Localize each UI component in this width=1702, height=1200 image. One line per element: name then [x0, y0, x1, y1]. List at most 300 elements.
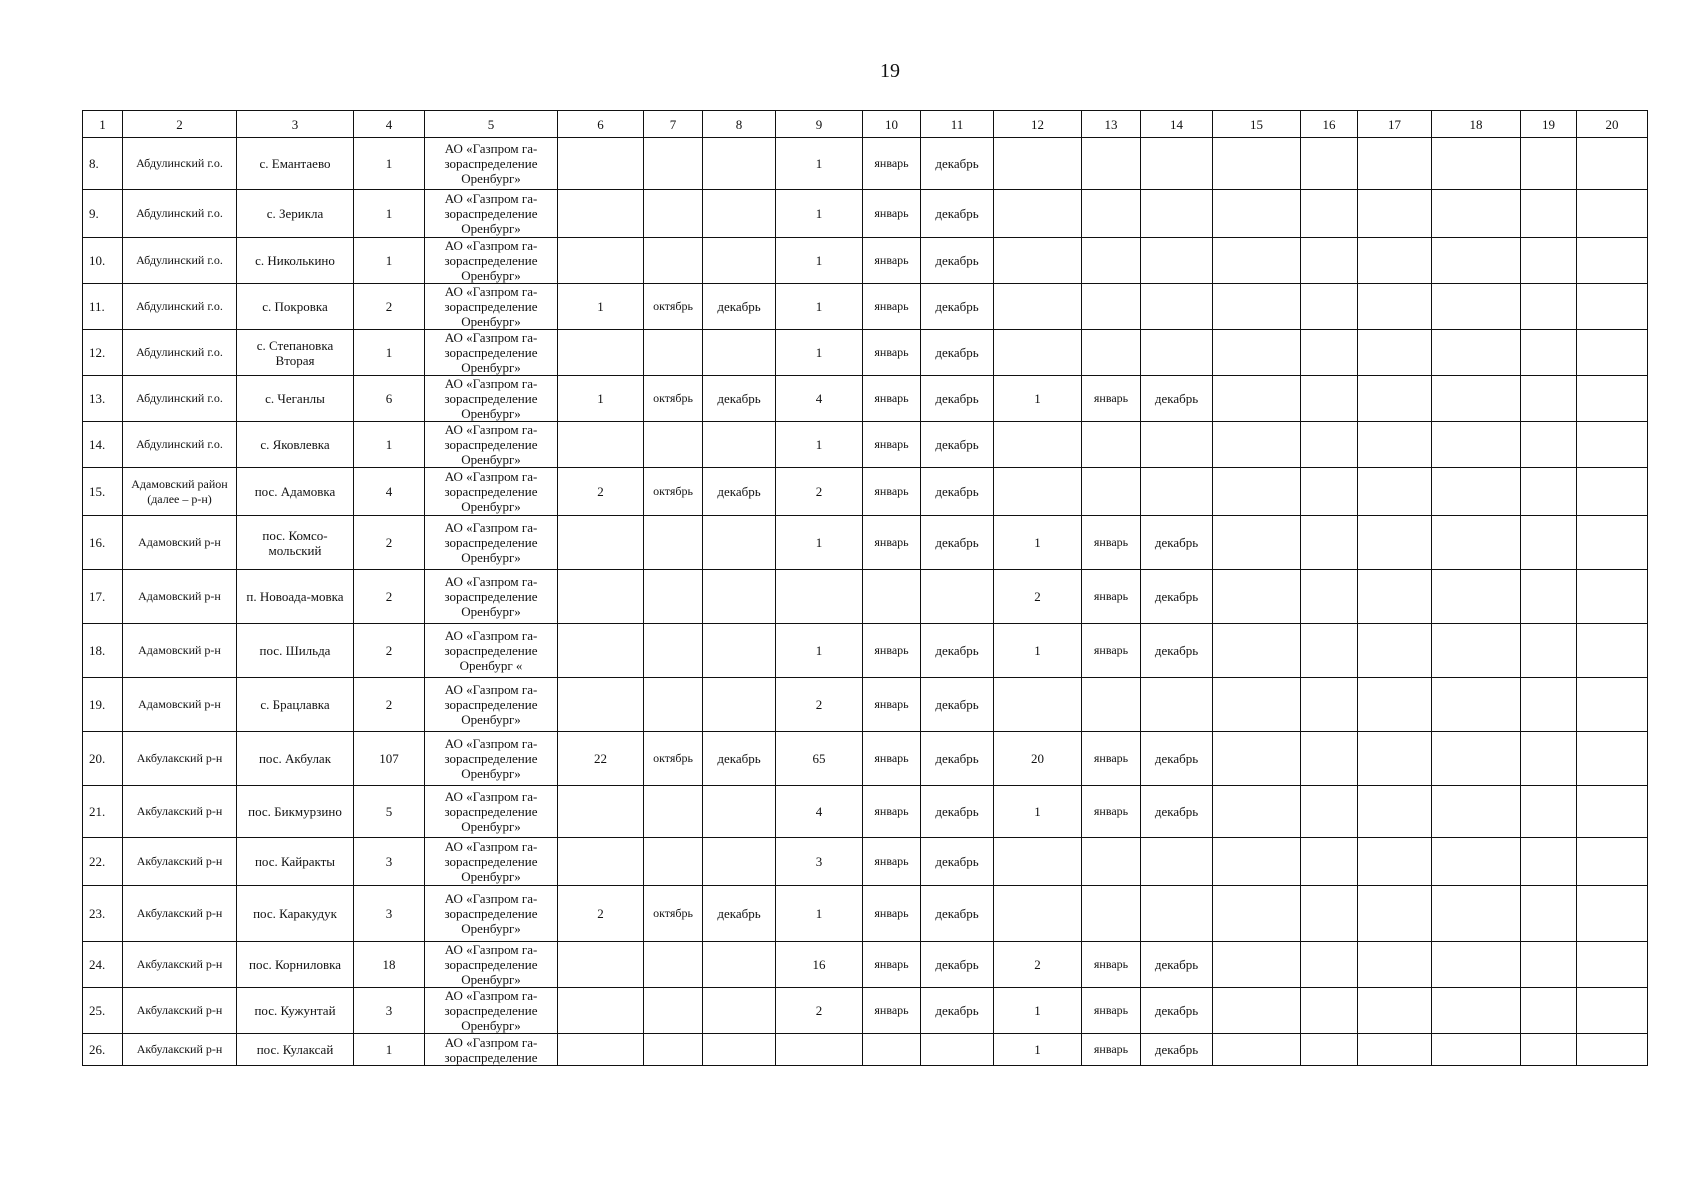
- empty-cell: [1577, 376, 1648, 422]
- empty-cell: [1521, 886, 1577, 942]
- settlement-cell: пос. Кужунтай: [237, 988, 354, 1034]
- organization-cell: АО «Газпром га-зораспределение Оренбург»: [425, 138, 558, 190]
- col8-cell: [703, 624, 776, 678]
- settlement-cell: с. Емантаево: [237, 138, 354, 190]
- empty-cell: [1358, 732, 1432, 786]
- column-header: 5: [425, 111, 558, 138]
- empty-cell: [1301, 624, 1358, 678]
- column-header: 1: [83, 111, 123, 138]
- col13-cell: [1082, 138, 1141, 190]
- table-row: [83, 284, 1648, 330]
- col11-cell: декабрь: [921, 678, 994, 732]
- col10-cell: январь: [863, 988, 921, 1034]
- empty-cell: [1521, 732, 1577, 786]
- district-cell: Акбулакский р-н: [123, 988, 237, 1034]
- table-row: [83, 838, 1648, 886]
- col10-cell: январь: [863, 678, 921, 732]
- col11-cell: декабрь: [921, 786, 994, 838]
- organization-cell: АО «Газпром га-зораспределение Оренбург»: [425, 886, 558, 942]
- row-number: 22.: [83, 838, 123, 886]
- col11-cell: декабрь: [921, 138, 994, 190]
- empty-cell: [1301, 838, 1358, 886]
- column-header: 20: [1577, 111, 1648, 138]
- organization-cell: АО «Газпром га-зораспределение Оренбург «: [425, 624, 558, 678]
- empty-cell: [1432, 732, 1521, 786]
- settlement-cell: с. Чеганлы: [237, 376, 354, 422]
- table-row: [83, 624, 1648, 678]
- col12-cell: 1: [994, 1034, 1082, 1066]
- col10-cell: январь: [863, 732, 921, 786]
- col7-cell: [644, 570, 703, 624]
- table-row: [83, 942, 1648, 988]
- empty-cell: [1301, 678, 1358, 732]
- col10-cell: январь: [863, 422, 921, 468]
- organization-cell: АО «Газпром га-зораспределение Оренбург»: [425, 732, 558, 786]
- table-body: [83, 138, 1648, 1066]
- column-header: 2: [123, 111, 237, 138]
- organization-cell: АО «Газпром га-зораспределение Оренбург»: [425, 570, 558, 624]
- organization-cell: АО «Газпром га-зораспределение Оренбург»: [425, 422, 558, 468]
- empty-cell: [1521, 238, 1577, 284]
- col10-cell: январь: [863, 942, 921, 988]
- col14-cell: [1141, 138, 1213, 190]
- column-header: 12: [994, 111, 1082, 138]
- empty-cell: [1432, 516, 1521, 570]
- data-table: [82, 110, 1648, 1066]
- col6-cell: 22: [558, 732, 644, 786]
- col6-cell: [558, 138, 644, 190]
- col12-cell: [994, 678, 1082, 732]
- total-cell: 3: [354, 988, 425, 1034]
- col6-cell: [558, 786, 644, 838]
- empty-cell: [1432, 468, 1521, 516]
- empty-cell: [1213, 988, 1301, 1034]
- empty-cell: [1521, 678, 1577, 732]
- empty-cell: [1213, 422, 1301, 468]
- col13-cell: [1082, 886, 1141, 942]
- empty-cell: [1358, 190, 1432, 238]
- table-row: [83, 786, 1648, 838]
- district-cell: Абдулинский г.о.: [123, 138, 237, 190]
- empty-cell: [1521, 942, 1577, 988]
- col8-cell: [703, 516, 776, 570]
- col7-cell: [644, 838, 703, 886]
- empty-cell: [1521, 284, 1577, 330]
- empty-cell: [1301, 1034, 1358, 1066]
- col13-cell: [1082, 238, 1141, 284]
- empty-cell: [1301, 886, 1358, 942]
- organization-cell: АО «Газпром га-зораспределение Оренбург»: [425, 190, 558, 238]
- col7-cell: [644, 238, 703, 284]
- col9-cell: 65: [776, 732, 863, 786]
- col7-cell: [644, 138, 703, 190]
- col11-cell: декабрь: [921, 988, 994, 1034]
- col7-cell: октябрь: [644, 732, 703, 786]
- col12-cell: 1: [994, 624, 1082, 678]
- col9-cell: 16: [776, 942, 863, 988]
- col6-cell: 2: [558, 468, 644, 516]
- col7-cell: [644, 516, 703, 570]
- empty-cell: [1301, 284, 1358, 330]
- row-number: 14.: [83, 422, 123, 468]
- organization-cell: АО «Газпром га-зораспределение Оренбург»: [425, 786, 558, 838]
- organization-cell: АО «Газпром га-зораспределение Оренбург»: [425, 838, 558, 886]
- col7-cell: [644, 1034, 703, 1066]
- table-row: [83, 988, 1648, 1034]
- district-cell: Акбулакский р-н: [123, 1034, 237, 1066]
- empty-cell: [1521, 570, 1577, 624]
- column-header: 10: [863, 111, 921, 138]
- total-cell: 18: [354, 942, 425, 988]
- organization-cell: АО «Газпром га-зораспределение Оренбург»: [425, 516, 558, 570]
- col10-cell: январь: [863, 516, 921, 570]
- total-cell: 3: [354, 886, 425, 942]
- col12-cell: 2: [994, 942, 1082, 988]
- col7-cell: октябрь: [644, 284, 703, 330]
- col10-cell: январь: [863, 238, 921, 284]
- empty-cell: [1301, 138, 1358, 190]
- column-header: 18: [1432, 111, 1521, 138]
- col6-cell: [558, 838, 644, 886]
- col7-cell: [644, 330, 703, 376]
- row-number: 25.: [83, 988, 123, 1034]
- empty-cell: [1301, 516, 1358, 570]
- district-cell: Абдулинский г.о.: [123, 190, 237, 238]
- col10-cell: январь: [863, 190, 921, 238]
- col9-cell: 4: [776, 786, 863, 838]
- col9-cell: 1: [776, 190, 863, 238]
- empty-cell: [1432, 786, 1521, 838]
- district-cell: Абдулинский г.о.: [123, 422, 237, 468]
- empty-cell: [1521, 1034, 1577, 1066]
- empty-cell: [1358, 138, 1432, 190]
- settlement-cell: пос. Каракудук: [237, 886, 354, 942]
- col13-cell: [1082, 330, 1141, 376]
- col14-cell: [1141, 190, 1213, 238]
- table-row: [83, 570, 1648, 624]
- table-row: [83, 1034, 1648, 1066]
- col7-cell: [644, 988, 703, 1034]
- empty-cell: [1432, 330, 1521, 376]
- empty-cell: [1358, 422, 1432, 468]
- row-number: 8.: [83, 138, 123, 190]
- col6-cell: [558, 422, 644, 468]
- col8-cell: [703, 678, 776, 732]
- row-number: 9.: [83, 190, 123, 238]
- settlement-cell: пос. Комсо-мольский: [237, 516, 354, 570]
- col14-cell: декабрь: [1141, 1034, 1213, 1066]
- empty-cell: [1213, 330, 1301, 376]
- col9-cell: 1: [776, 624, 863, 678]
- empty-cell: [1521, 190, 1577, 238]
- row-number: 18.: [83, 624, 123, 678]
- empty-cell: [1577, 1034, 1648, 1066]
- total-cell: 2: [354, 624, 425, 678]
- total-cell: 1: [354, 138, 425, 190]
- col6-cell: [558, 190, 644, 238]
- column-header: 3: [237, 111, 354, 138]
- col12-cell: 20: [994, 732, 1082, 786]
- col11-cell: декабрь: [921, 468, 994, 516]
- district-cell: Акбулакский р-н: [123, 732, 237, 786]
- column-header: 11: [921, 111, 994, 138]
- column-header: 17: [1358, 111, 1432, 138]
- total-cell: 107: [354, 732, 425, 786]
- empty-cell: [1301, 988, 1358, 1034]
- row-number: 11.: [83, 284, 123, 330]
- col7-cell: [644, 190, 703, 238]
- col13-cell: январь: [1082, 624, 1141, 678]
- district-cell: Адамовский р-н: [123, 516, 237, 570]
- table-row: [83, 678, 1648, 732]
- empty-cell: [1432, 138, 1521, 190]
- col10-cell: январь: [863, 886, 921, 942]
- col8-cell: [703, 238, 776, 284]
- row-number: 17.: [83, 570, 123, 624]
- col11-cell: декабрь: [921, 190, 994, 238]
- table-row: [83, 886, 1648, 942]
- col12-cell: 1: [994, 376, 1082, 422]
- col9-cell: 1: [776, 330, 863, 376]
- col12-cell: [994, 238, 1082, 284]
- empty-cell: [1521, 138, 1577, 190]
- district-cell: Абдулинский г.о.: [123, 238, 237, 284]
- col13-cell: январь: [1082, 988, 1141, 1034]
- empty-cell: [1301, 238, 1358, 284]
- col11-cell: декабрь: [921, 376, 994, 422]
- settlement-cell: п. Новоада-мовка: [237, 570, 354, 624]
- col8-cell: [703, 330, 776, 376]
- empty-cell: [1432, 284, 1521, 330]
- district-cell: Абдулинский г.о.: [123, 376, 237, 422]
- empty-cell: [1577, 678, 1648, 732]
- col11-cell: декабрь: [921, 838, 994, 886]
- col14-cell: [1141, 678, 1213, 732]
- col8-cell: декабрь: [703, 376, 776, 422]
- col11-cell: декабрь: [921, 624, 994, 678]
- empty-cell: [1521, 422, 1577, 468]
- col12-cell: [994, 330, 1082, 376]
- organization-cell: АО «Газпром га-зораспределение Оренбург»: [425, 468, 558, 516]
- column-header: 13: [1082, 111, 1141, 138]
- column-header: 19: [1521, 111, 1577, 138]
- district-cell: Акбулакский р-н: [123, 942, 237, 988]
- empty-cell: [1432, 988, 1521, 1034]
- table-row: [83, 330, 1648, 376]
- col13-cell: [1082, 838, 1141, 886]
- district-cell: Акбулакский р-н: [123, 786, 237, 838]
- col9-cell: 2: [776, 468, 863, 516]
- total-cell: 2: [354, 516, 425, 570]
- page-number: 19: [880, 60, 900, 82]
- col6-cell: [558, 624, 644, 678]
- col14-cell: декабрь: [1141, 570, 1213, 624]
- district-cell: Адамовский р-н: [123, 624, 237, 678]
- col13-cell: январь: [1082, 1034, 1141, 1066]
- settlement-cell: пос. Акбулак: [237, 732, 354, 786]
- table-row: [83, 732, 1648, 786]
- district-cell: Адамовский р-н: [123, 570, 237, 624]
- empty-cell: [1577, 988, 1648, 1034]
- row-number: 12.: [83, 330, 123, 376]
- settlement-cell: с. Брацлавка: [237, 678, 354, 732]
- col6-cell: [558, 330, 644, 376]
- row-number: 24.: [83, 942, 123, 988]
- empty-cell: [1432, 838, 1521, 886]
- col13-cell: [1082, 678, 1141, 732]
- col14-cell: [1141, 284, 1213, 330]
- empty-cell: [1577, 570, 1648, 624]
- col9-cell: 1: [776, 238, 863, 284]
- row-number: 20.: [83, 732, 123, 786]
- col13-cell: [1082, 468, 1141, 516]
- col10-cell: [863, 1034, 921, 1066]
- col9-cell: 1: [776, 284, 863, 330]
- row-number: 10.: [83, 238, 123, 284]
- col12-cell: [994, 138, 1082, 190]
- row-number: 26.: [83, 1034, 123, 1066]
- empty-cell: [1577, 468, 1648, 516]
- col8-cell: [703, 570, 776, 624]
- col10-cell: [863, 570, 921, 624]
- table-row: [83, 238, 1648, 284]
- col12-cell: [994, 422, 1082, 468]
- row-number: 21.: [83, 786, 123, 838]
- col14-cell: декабрь: [1141, 732, 1213, 786]
- empty-cell: [1301, 330, 1358, 376]
- settlement-cell: пос. Кайракты: [237, 838, 354, 886]
- empty-cell: [1577, 422, 1648, 468]
- empty-cell: [1213, 284, 1301, 330]
- col12-cell: 1: [994, 988, 1082, 1034]
- column-header: 8: [703, 111, 776, 138]
- empty-cell: [1301, 732, 1358, 786]
- total-cell: 1: [354, 330, 425, 376]
- row-number: 23.: [83, 886, 123, 942]
- col8-cell: декабрь: [703, 732, 776, 786]
- empty-cell: [1432, 624, 1521, 678]
- table-row: [83, 422, 1648, 468]
- empty-cell: [1358, 678, 1432, 732]
- empty-cell: [1577, 732, 1648, 786]
- empty-cell: [1213, 468, 1301, 516]
- total-cell: 2: [354, 284, 425, 330]
- empty-cell: [1521, 786, 1577, 838]
- empty-cell: [1358, 786, 1432, 838]
- header-row: [83, 111, 1648, 138]
- col11-cell: декабрь: [921, 732, 994, 786]
- col6-cell: [558, 238, 644, 284]
- total-cell: 1: [354, 190, 425, 238]
- empty-cell: [1432, 1034, 1521, 1066]
- empty-cell: [1577, 138, 1648, 190]
- col13-cell: январь: [1082, 570, 1141, 624]
- empty-cell: [1213, 942, 1301, 988]
- col14-cell: декабрь: [1141, 376, 1213, 422]
- empty-cell: [1577, 190, 1648, 238]
- col10-cell: январь: [863, 838, 921, 886]
- settlement-cell: пос. Кулаксай: [237, 1034, 354, 1066]
- organization-cell: АО «Газпром га-зораспределение Оренбург»: [425, 376, 558, 422]
- column-header: 15: [1213, 111, 1301, 138]
- col8-cell: [703, 942, 776, 988]
- organization-cell: АО «Газпром га-зораспределение Оренбург»: [425, 678, 558, 732]
- col7-cell: [644, 942, 703, 988]
- col12-cell: [994, 190, 1082, 238]
- col6-cell: 2: [558, 886, 644, 942]
- settlement-cell: пос. Бикмурзино: [237, 786, 354, 838]
- column-header: 9: [776, 111, 863, 138]
- col7-cell: октябрь: [644, 886, 703, 942]
- col6-cell: [558, 570, 644, 624]
- col8-cell: [703, 1034, 776, 1066]
- settlement-cell: с. Николькино: [237, 238, 354, 284]
- empty-cell: [1521, 624, 1577, 678]
- empty-cell: [1432, 886, 1521, 942]
- column-header: 16: [1301, 111, 1358, 138]
- organization-cell: АО «Газпром га-зораспределение Оренбург»: [425, 330, 558, 376]
- col7-cell: [644, 624, 703, 678]
- col14-cell: [1141, 468, 1213, 516]
- col13-cell: [1082, 422, 1141, 468]
- organization-cell: АО «Газпром га-зораспределение Оренбург»: [425, 238, 558, 284]
- empty-cell: [1577, 330, 1648, 376]
- empty-cell: [1358, 284, 1432, 330]
- col11-cell: декабрь: [921, 886, 994, 942]
- col12-cell: 1: [994, 786, 1082, 838]
- organization-cell: АО «Газпром га-зораспределение Оренбург»: [425, 942, 558, 988]
- total-cell: 1: [354, 238, 425, 284]
- col14-cell: декабрь: [1141, 942, 1213, 988]
- col9-cell: [776, 1034, 863, 1066]
- col10-cell: январь: [863, 786, 921, 838]
- total-cell: 2: [354, 570, 425, 624]
- settlement-cell: с. Покровка: [237, 284, 354, 330]
- empty-cell: [1213, 838, 1301, 886]
- empty-cell: [1301, 942, 1358, 988]
- col14-cell: декабрь: [1141, 516, 1213, 570]
- col9-cell: 3: [776, 838, 863, 886]
- total-cell: 1: [354, 1034, 425, 1066]
- col10-cell: январь: [863, 284, 921, 330]
- empty-cell: [1358, 838, 1432, 886]
- col6-cell: [558, 516, 644, 570]
- col13-cell: январь: [1082, 786, 1141, 838]
- empty-cell: [1432, 190, 1521, 238]
- empty-cell: [1358, 468, 1432, 516]
- col6-cell: [558, 988, 644, 1034]
- empty-cell: [1432, 422, 1521, 468]
- col8-cell: декабрь: [703, 284, 776, 330]
- empty-cell: [1358, 330, 1432, 376]
- empty-cell: [1577, 624, 1648, 678]
- organization-cell: АО «Газпром га-зораспределение: [425, 1034, 558, 1066]
- col8-cell: [703, 988, 776, 1034]
- row-number: 19.: [83, 678, 123, 732]
- col10-cell: январь: [863, 468, 921, 516]
- district-cell: Акбулакский р-н: [123, 886, 237, 942]
- district-cell: Абдулинский г.о.: [123, 330, 237, 376]
- empty-cell: [1521, 838, 1577, 886]
- empty-cell: [1213, 138, 1301, 190]
- col8-cell: [703, 838, 776, 886]
- empty-cell: [1213, 516, 1301, 570]
- empty-cell: [1577, 942, 1648, 988]
- col14-cell: [1141, 838, 1213, 886]
- empty-cell: [1432, 238, 1521, 284]
- col12-cell: [994, 284, 1082, 330]
- col7-cell: октябрь: [644, 376, 703, 422]
